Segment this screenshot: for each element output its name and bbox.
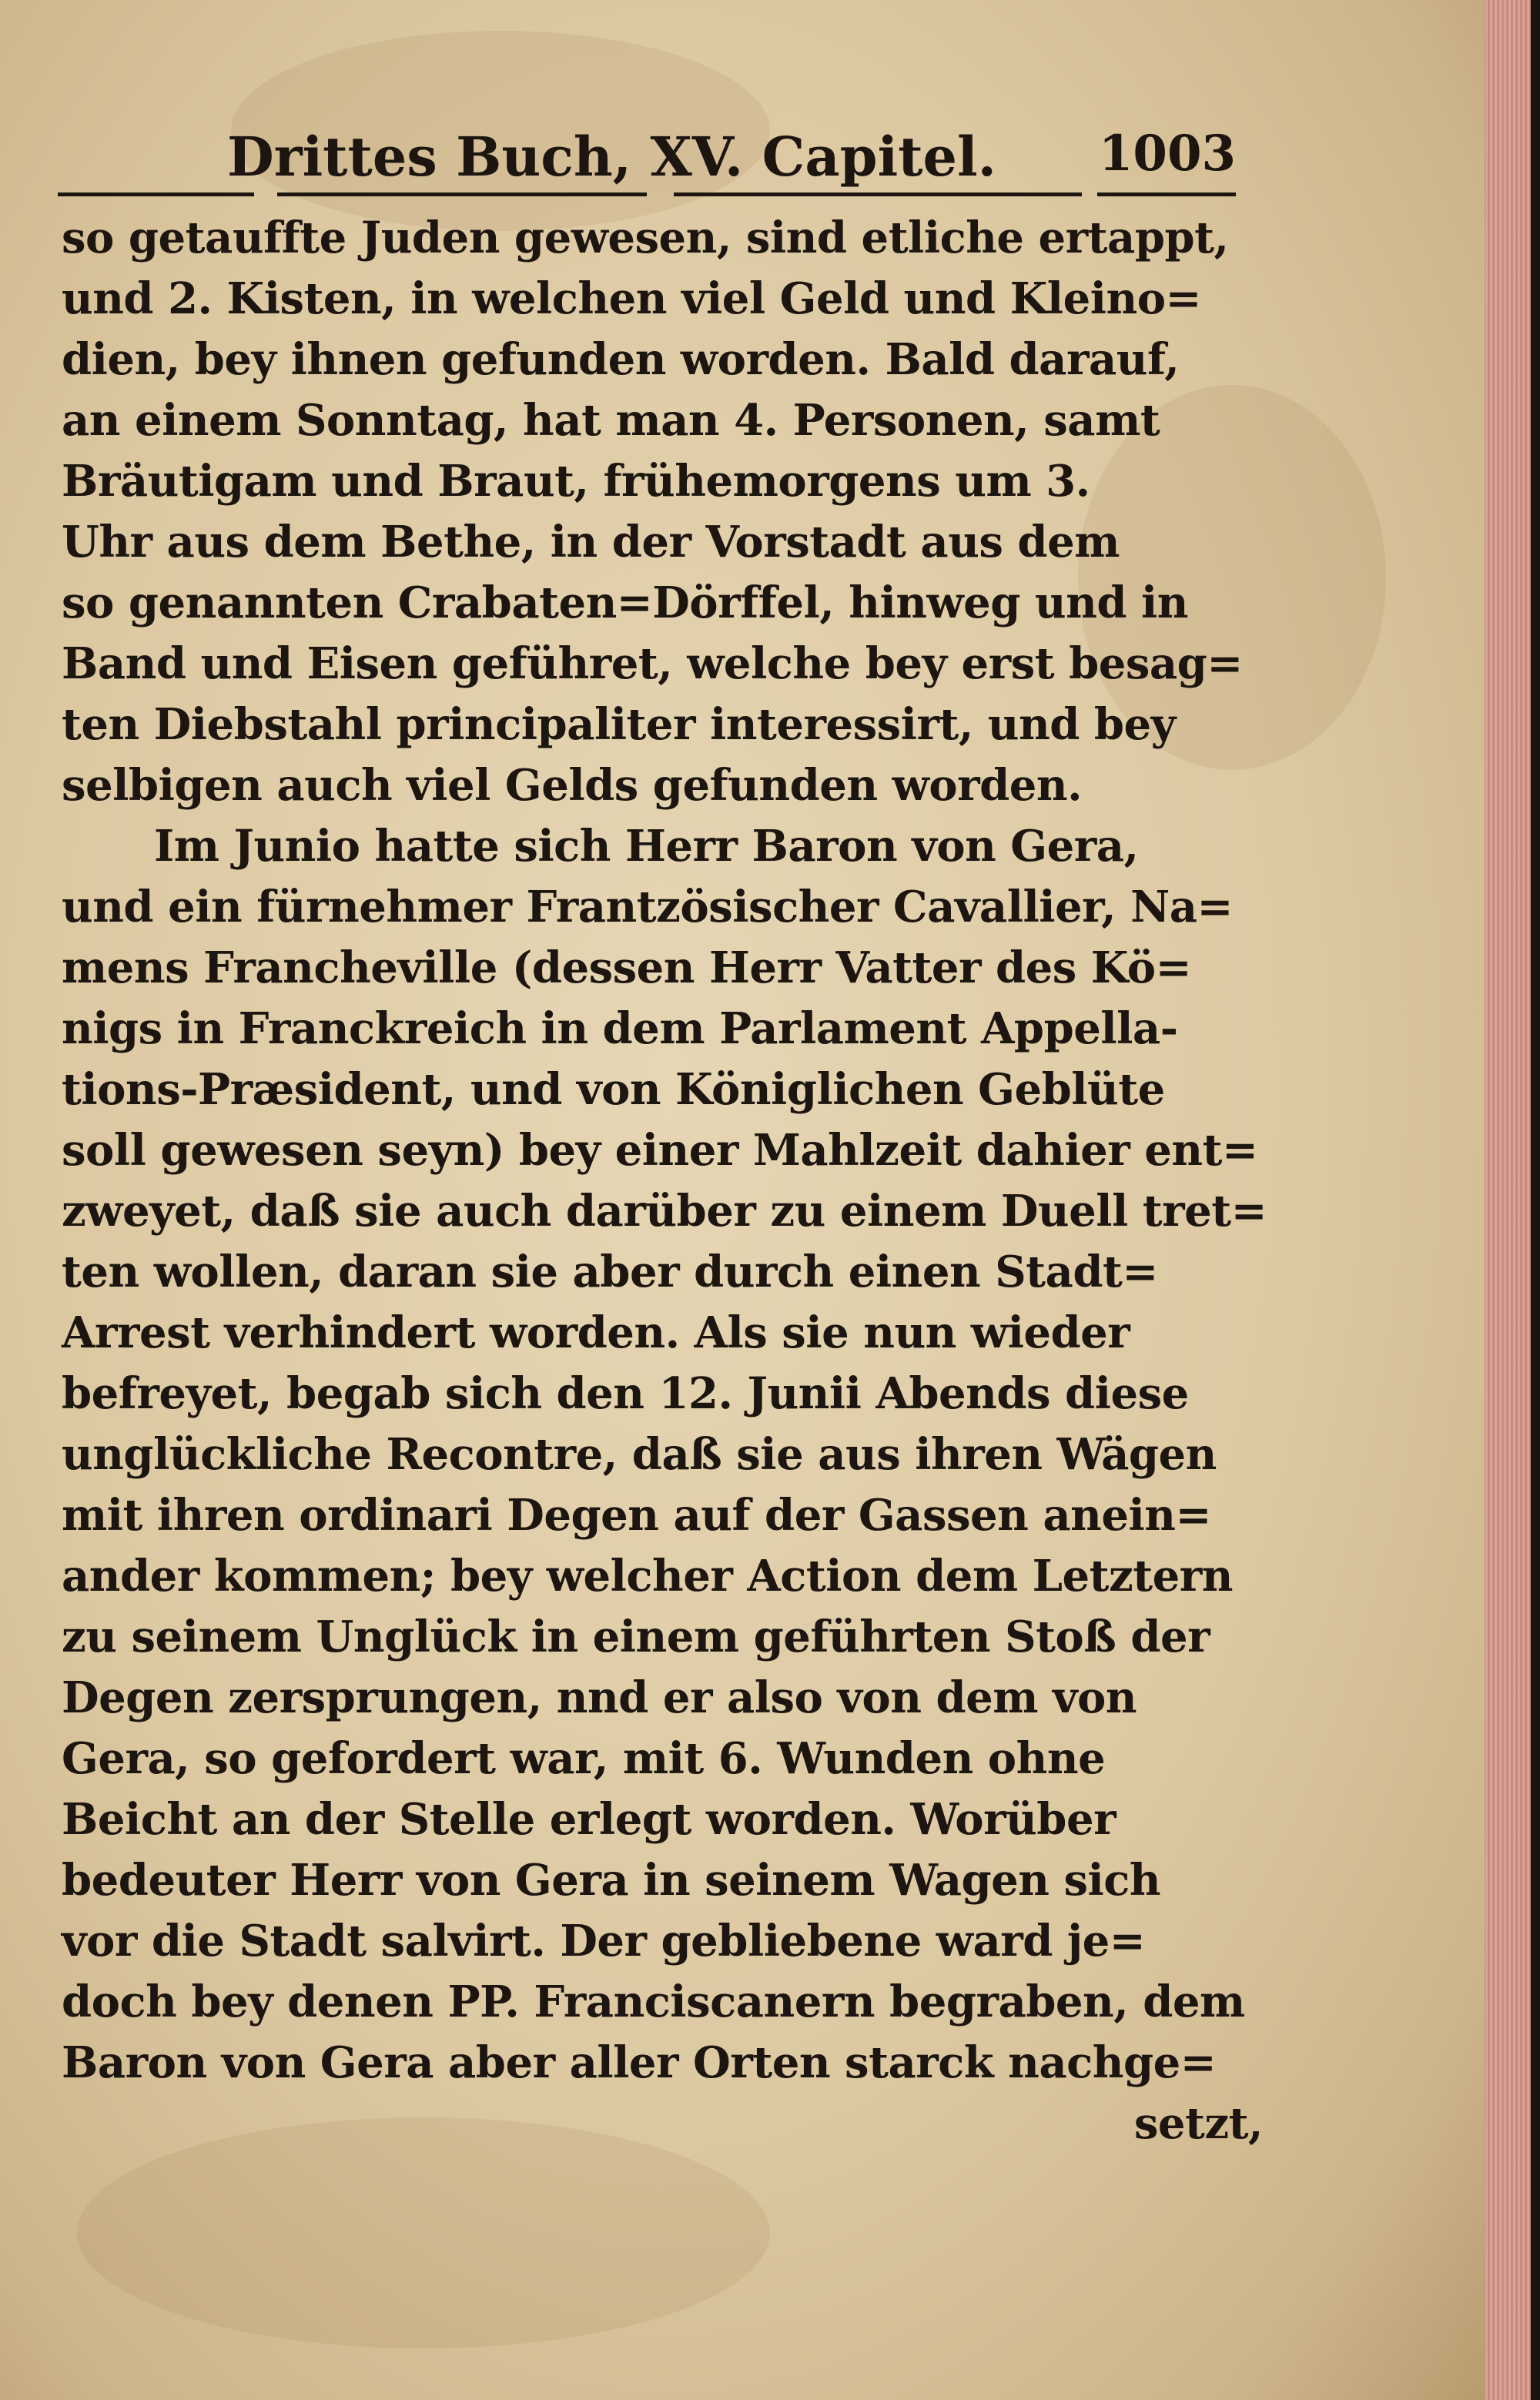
- text-line: so genannten Crabaten=Dörffel, hinweg und in: [62, 577, 1188, 628]
- text-line: so getauffte Juden gewesen, sind etliche ertappt,: [62, 213, 1229, 263]
- text-line: bedeuter Herr von Gera in seinem Wagen sich: [62, 1855, 1161, 1906]
- body-text: [62, 208, 1267, 2154]
- text-line: Arrest verhindert worden. Als sie nun wieder: [62, 1307, 1130, 1358]
- page-number: 1003: [1098, 125, 1236, 182]
- page-edges: [1485, 0, 1531, 2400]
- text-line: dien, bey ihnen gefunden worden. Bald darauf,: [62, 334, 1180, 385]
- catchword: setzt,: [1133, 2098, 1263, 2149]
- text-line: befreyet, begab sich den 12. Junii Abends diese: [62, 1368, 1189, 1419]
- running-header: [58, 115, 1236, 200]
- text-line: nigs in Franckreich in dem Parlament Appella-: [62, 1003, 1178, 1054]
- text-line: Gera, so gefordert war, mit 6. Wunden ohne: [62, 1733, 1106, 1784]
- text-line: Beicht an der Stelle erlegt worden. Worüber: [62, 1794, 1116, 1845]
- paragraph-start-line: Im Junio hatte sich Herr Baron von Gera,: [154, 821, 1139, 872]
- text-line: doch bey denen PP. Franciscanern begraben, dem: [62, 1977, 1245, 2027]
- header-rule: [277, 192, 647, 196]
- text-line: tions-Præsident, und von Königlichen Geblüte: [62, 1064, 1165, 1115]
- text-line: Uhr aus dem Bethe, in der Vorstadt aus dem: [62, 517, 1120, 567]
- text-line: mit ihren ordinari Degen auf der Gassen anein=: [62, 1490, 1211, 1541]
- text-line: Band und Eisen geführet, welche bey erst besag=: [62, 638, 1243, 689]
- text-line: unglückliche Recontre, daß sie aus ihren Wägen: [62, 1429, 1217, 1480]
- header-rule: [1097, 192, 1236, 196]
- text-line: Baron von Gera aber aller Orten starck nachge=: [62, 2037, 1217, 2088]
- text-line: ten Diebstahl principaliter interessirt, und bey: [62, 699, 1176, 750]
- book-cover-edge: [1531, 0, 1540, 2400]
- text-line: zu seinem Unglück in einem geführten Stoß der: [62, 1612, 1210, 1662]
- header-rule: [58, 192, 254, 196]
- running-title: Drittes Buch, XV. Capitel.: [227, 125, 997, 189]
- text-line: selbigen auch viel Gelds gefunden worden.: [62, 760, 1083, 811]
- text-line: ten wollen, daran sie aber durch einen Stadt=: [62, 1247, 1158, 1297]
- text-line: Degen zersprungen, nnd er also von dem von: [62, 1672, 1137, 1723]
- text-line: soll gewesen seyn) bey einer Mahlzeit dahier ent=: [62, 1125, 1258, 1176]
- text-line: zweyet, daß sie auch darüber zu einem Duell tret=: [62, 1186, 1267, 1237]
- text-line: ander kommen; bey welcher Action dem Letztern: [62, 1551, 1233, 1602]
- text-line: und 2. Kisten, in welchen viel Geld und Kleino=: [62, 273, 1201, 324]
- text-line: mens Francheville (dessen Herr Vatter des Kö=: [62, 942, 1192, 993]
- text-line: Bräutigam und Braut, frühemorgens um 3.: [62, 456, 1090, 507]
- text-line: vor die Stadt salvirt. Der gebliebene ward je=: [62, 1916, 1146, 1967]
- text-line: an einem Sonntag, hat man 4. Personen, samt: [62, 395, 1160, 446]
- text-line: und ein fürnehmer Frantzösischer Cavallier, Na=: [62, 882, 1233, 932]
- header-rule: [674, 192, 1082, 196]
